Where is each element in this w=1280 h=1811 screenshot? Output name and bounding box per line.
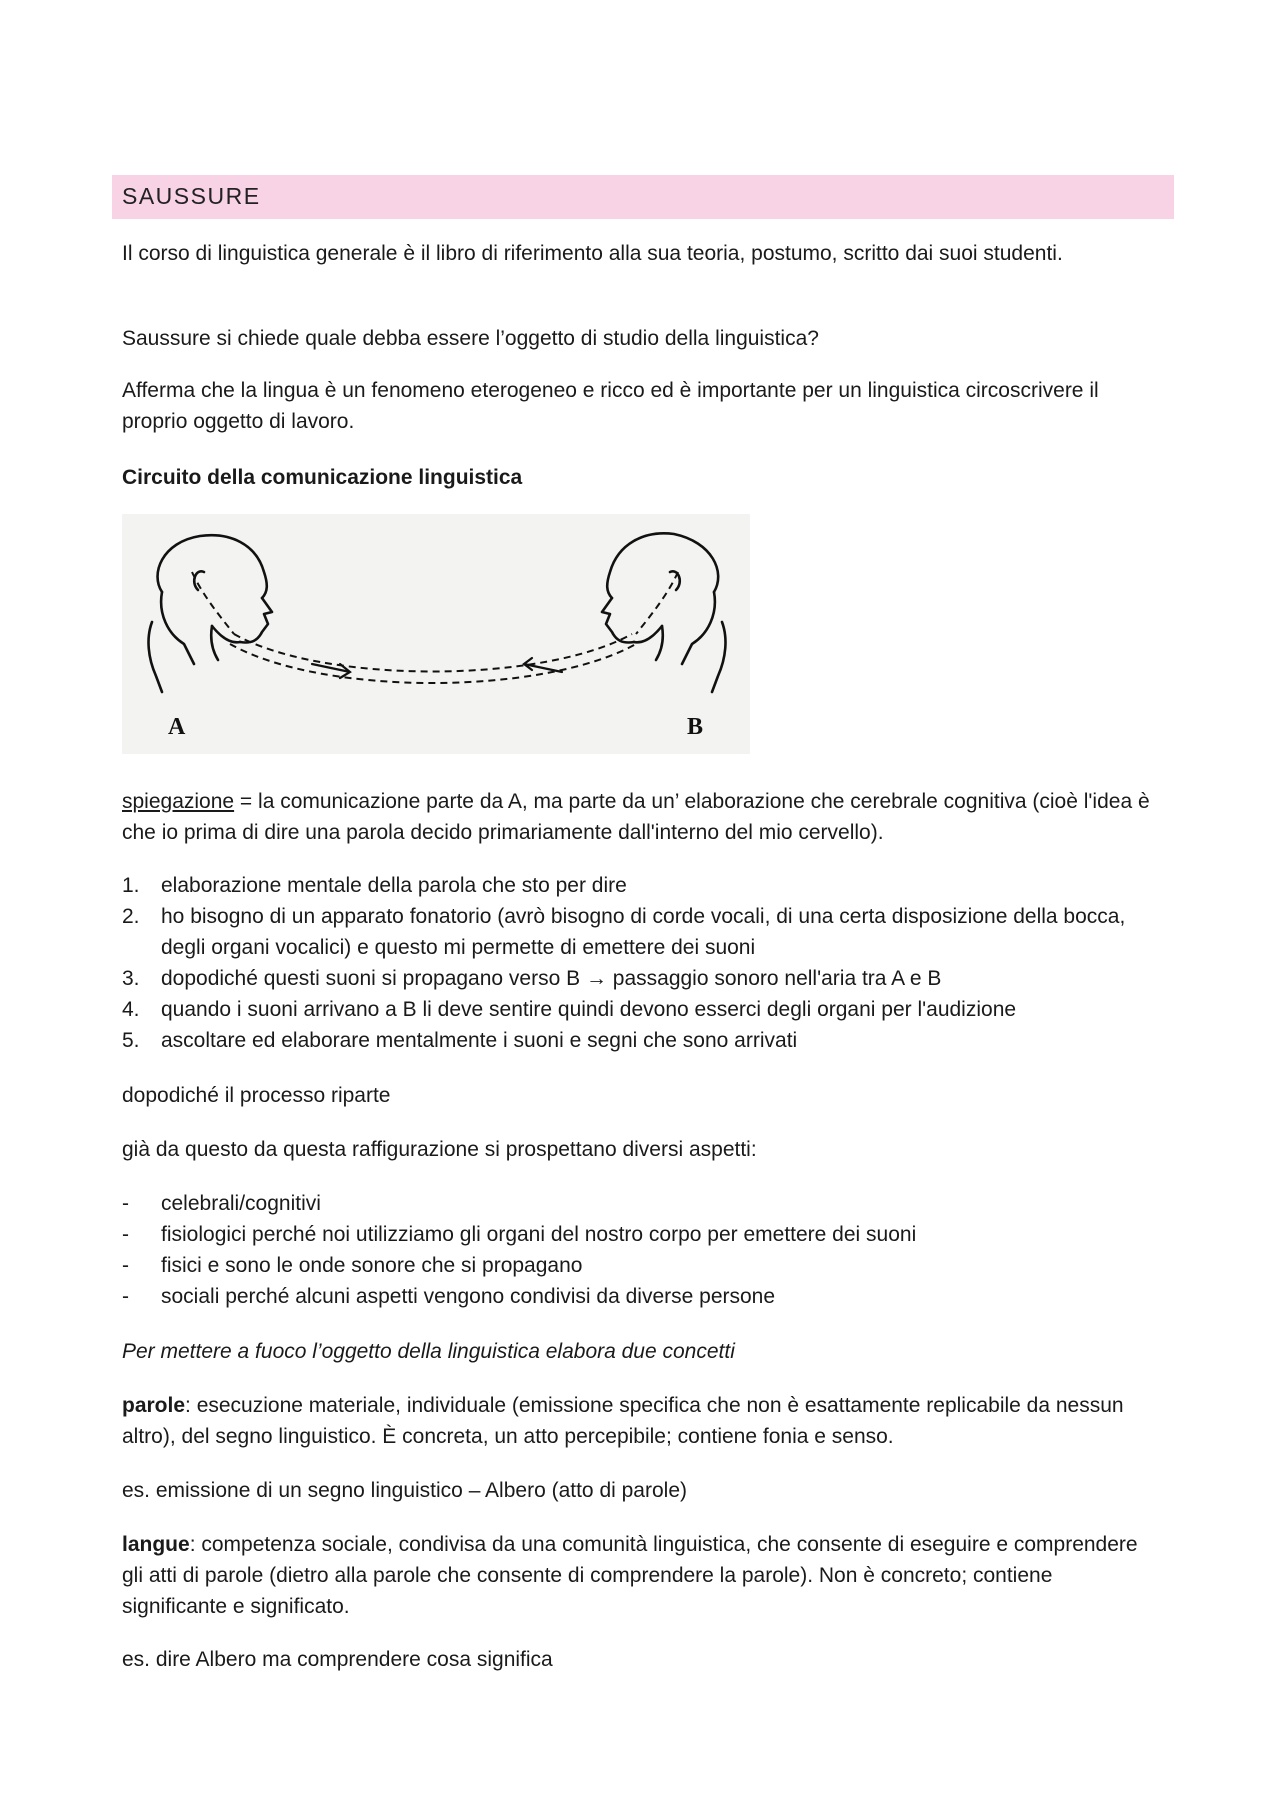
list-item-text: sociali perché alcuni aspetti vengono condivisi da diverse persone: [161, 1285, 776, 1308]
spiegazione-text: = la comunicazione parte da A, ma parte da un’ elaborazione che cerebrale cognitiva (cioè l'idea è che io prima di dire una parola decido primariamente dall'interno del mio cervello).: [122, 790, 1150, 844]
list-item: [122, 1025, 1162, 1056]
parole-term: parole: [122, 1394, 186, 1417]
communication-circuit-illustration: [122, 514, 750, 754]
list-item: [122, 963, 1162, 994]
head-b-face-profile: [602, 598, 634, 643]
list-item-bullet: -: [122, 1223, 129, 1246]
figure-label-b: B: [687, 714, 704, 740]
restart-paragraph: dopodiché il processo riparte: [122, 1084, 391, 1107]
list-item: [122, 901, 1162, 963]
head-a-neck-back: [161, 592, 194, 664]
langue-example: es. dire Albero ma comprendere cosa significa: [122, 1648, 553, 1671]
sound-path-lower: [230, 644, 636, 683]
focus-paragraph: Per mettere a fuoco l’oggetto della linguistica elabora due concetti: [122, 1340, 735, 1363]
circuit-title: Circuito della comunicazione linguistica: [122, 466, 523, 489]
list-item-text: fisici e sono le onde sonore che si propagano: [161, 1254, 583, 1277]
list-item: [122, 1188, 1162, 1219]
section-heading: SAUSSURE: [122, 183, 261, 209]
langue-term: langue: [122, 1533, 190, 1556]
spiegazione-paragraph: [122, 786, 1162, 848]
list-item: [122, 1281, 1162, 1312]
head-b-ear: [670, 571, 680, 590]
list-item-bullet: -: [122, 1254, 129, 1277]
intro-paragraph-1: Il corso di linguistica generale è il libro di riferimento alla sua teoria, postumo, scritto dai suoi studenti.: [122, 242, 1063, 265]
spiegazione-term: spiegazione: [122, 790, 235, 813]
arrow-a-to-b-icon: [312, 664, 350, 678]
head-b-neck-back: [682, 592, 715, 664]
list-item: [122, 870, 1162, 901]
parole-example: es. emissione di un segno linguistico – Albero (atto di parole): [122, 1479, 687, 1502]
list-item: [122, 1219, 1162, 1250]
list-item-text: fisiologici perché noi utilizziamo gli organi del nostro corpo per emettere dei suoni: [161, 1223, 917, 1246]
list-item-text: elaborazione mentale della parola che sto per dire: [161, 874, 627, 897]
langue-text: : competenza sociale, condivisa da una comunità linguistica, che consente di eseguire e comprendere gli atti di parole (dietro alla parole che consente di comprendere la parole). Non è concreto; contiene significante e significato.: [122, 1533, 1138, 1618]
head-b-inner-path: [636, 572, 678, 634]
langue-paragraph: [122, 1529, 1162, 1622]
section-heading-bar: [112, 175, 1174, 219]
head-a-shoulder: [149, 622, 162, 692]
communication-circuit-icon: [122, 514, 750, 754]
list-item-text: quando i suoni arrivano a B li deve sentire quindi devono esserci degli organi per l'audizione: [161, 998, 1017, 1021]
list-item-bullet: -: [122, 1192, 129, 1215]
head-a-inner-path: [192, 572, 234, 634]
intro-paragraph-3: Afferma che la lingua è un fenomeno eterogeneo e ricco ed è importante per un linguistica circoscrivere il proprio oggetto di lavoro.: [122, 379, 1099, 433]
head-b-jaw: [634, 626, 662, 642]
intro-paragraph-2: Saussure si chiede quale debba essere l’oggetto di studio della linguistica?: [122, 327, 819, 350]
list-item-text: ascoltare ed elaborare mentalmente i suoni e segni che sono arrivati: [161, 1029, 798, 1052]
list-item-text: ho bisogno di un apparato fonatorio (avrò bisogno di corde vocali, di una certa disposizione della bocca, degli organi vocalici) e questo mi permette di emettere dei suoni: [161, 905, 1126, 959]
head-a-face-profile: [240, 598, 272, 643]
figure-label-a: A: [168, 714, 186, 740]
parole-paragraph: [122, 1390, 1162, 1452]
head-a-skull-outline: [158, 535, 267, 598]
list-item-number: 3.: [122, 967, 140, 990]
parole-text: : esecuzione materiale, individuale (emissione specifica che non è esattamente replicabile da nessun altro), del segno linguistico. È concreta, un atto percepibile; contiene fonia e senso.: [122, 1394, 1124, 1448]
list-item-number: 2.: [122, 905, 140, 928]
list-item-number: 5.: [122, 1029, 140, 1052]
list-item-text: celebrali/cognitivi: [161, 1192, 321, 1215]
aspects-list: [122, 1188, 1162, 1312]
sound-path-upper: [234, 634, 632, 672]
list-item-bullet: -: [122, 1285, 129, 1308]
list-item-text: dopodiché questi suoni si propagano verso B → passaggio sonoro nell'aria tra A e B: [161, 967, 942, 990]
list-item-number: 1.: [122, 874, 140, 897]
head-b-shoulder: [712, 622, 725, 692]
list-item-number: 4.: [122, 998, 140, 1021]
head-b-skull-outline: [607, 533, 718, 598]
steps-list: [122, 870, 1162, 1056]
list-item: [122, 994, 1162, 1025]
list-item: [122, 1250, 1162, 1281]
aspects-intro-paragraph: già da questo da questa raffigurazione si prospettano diversi aspetti:: [122, 1138, 757, 1161]
